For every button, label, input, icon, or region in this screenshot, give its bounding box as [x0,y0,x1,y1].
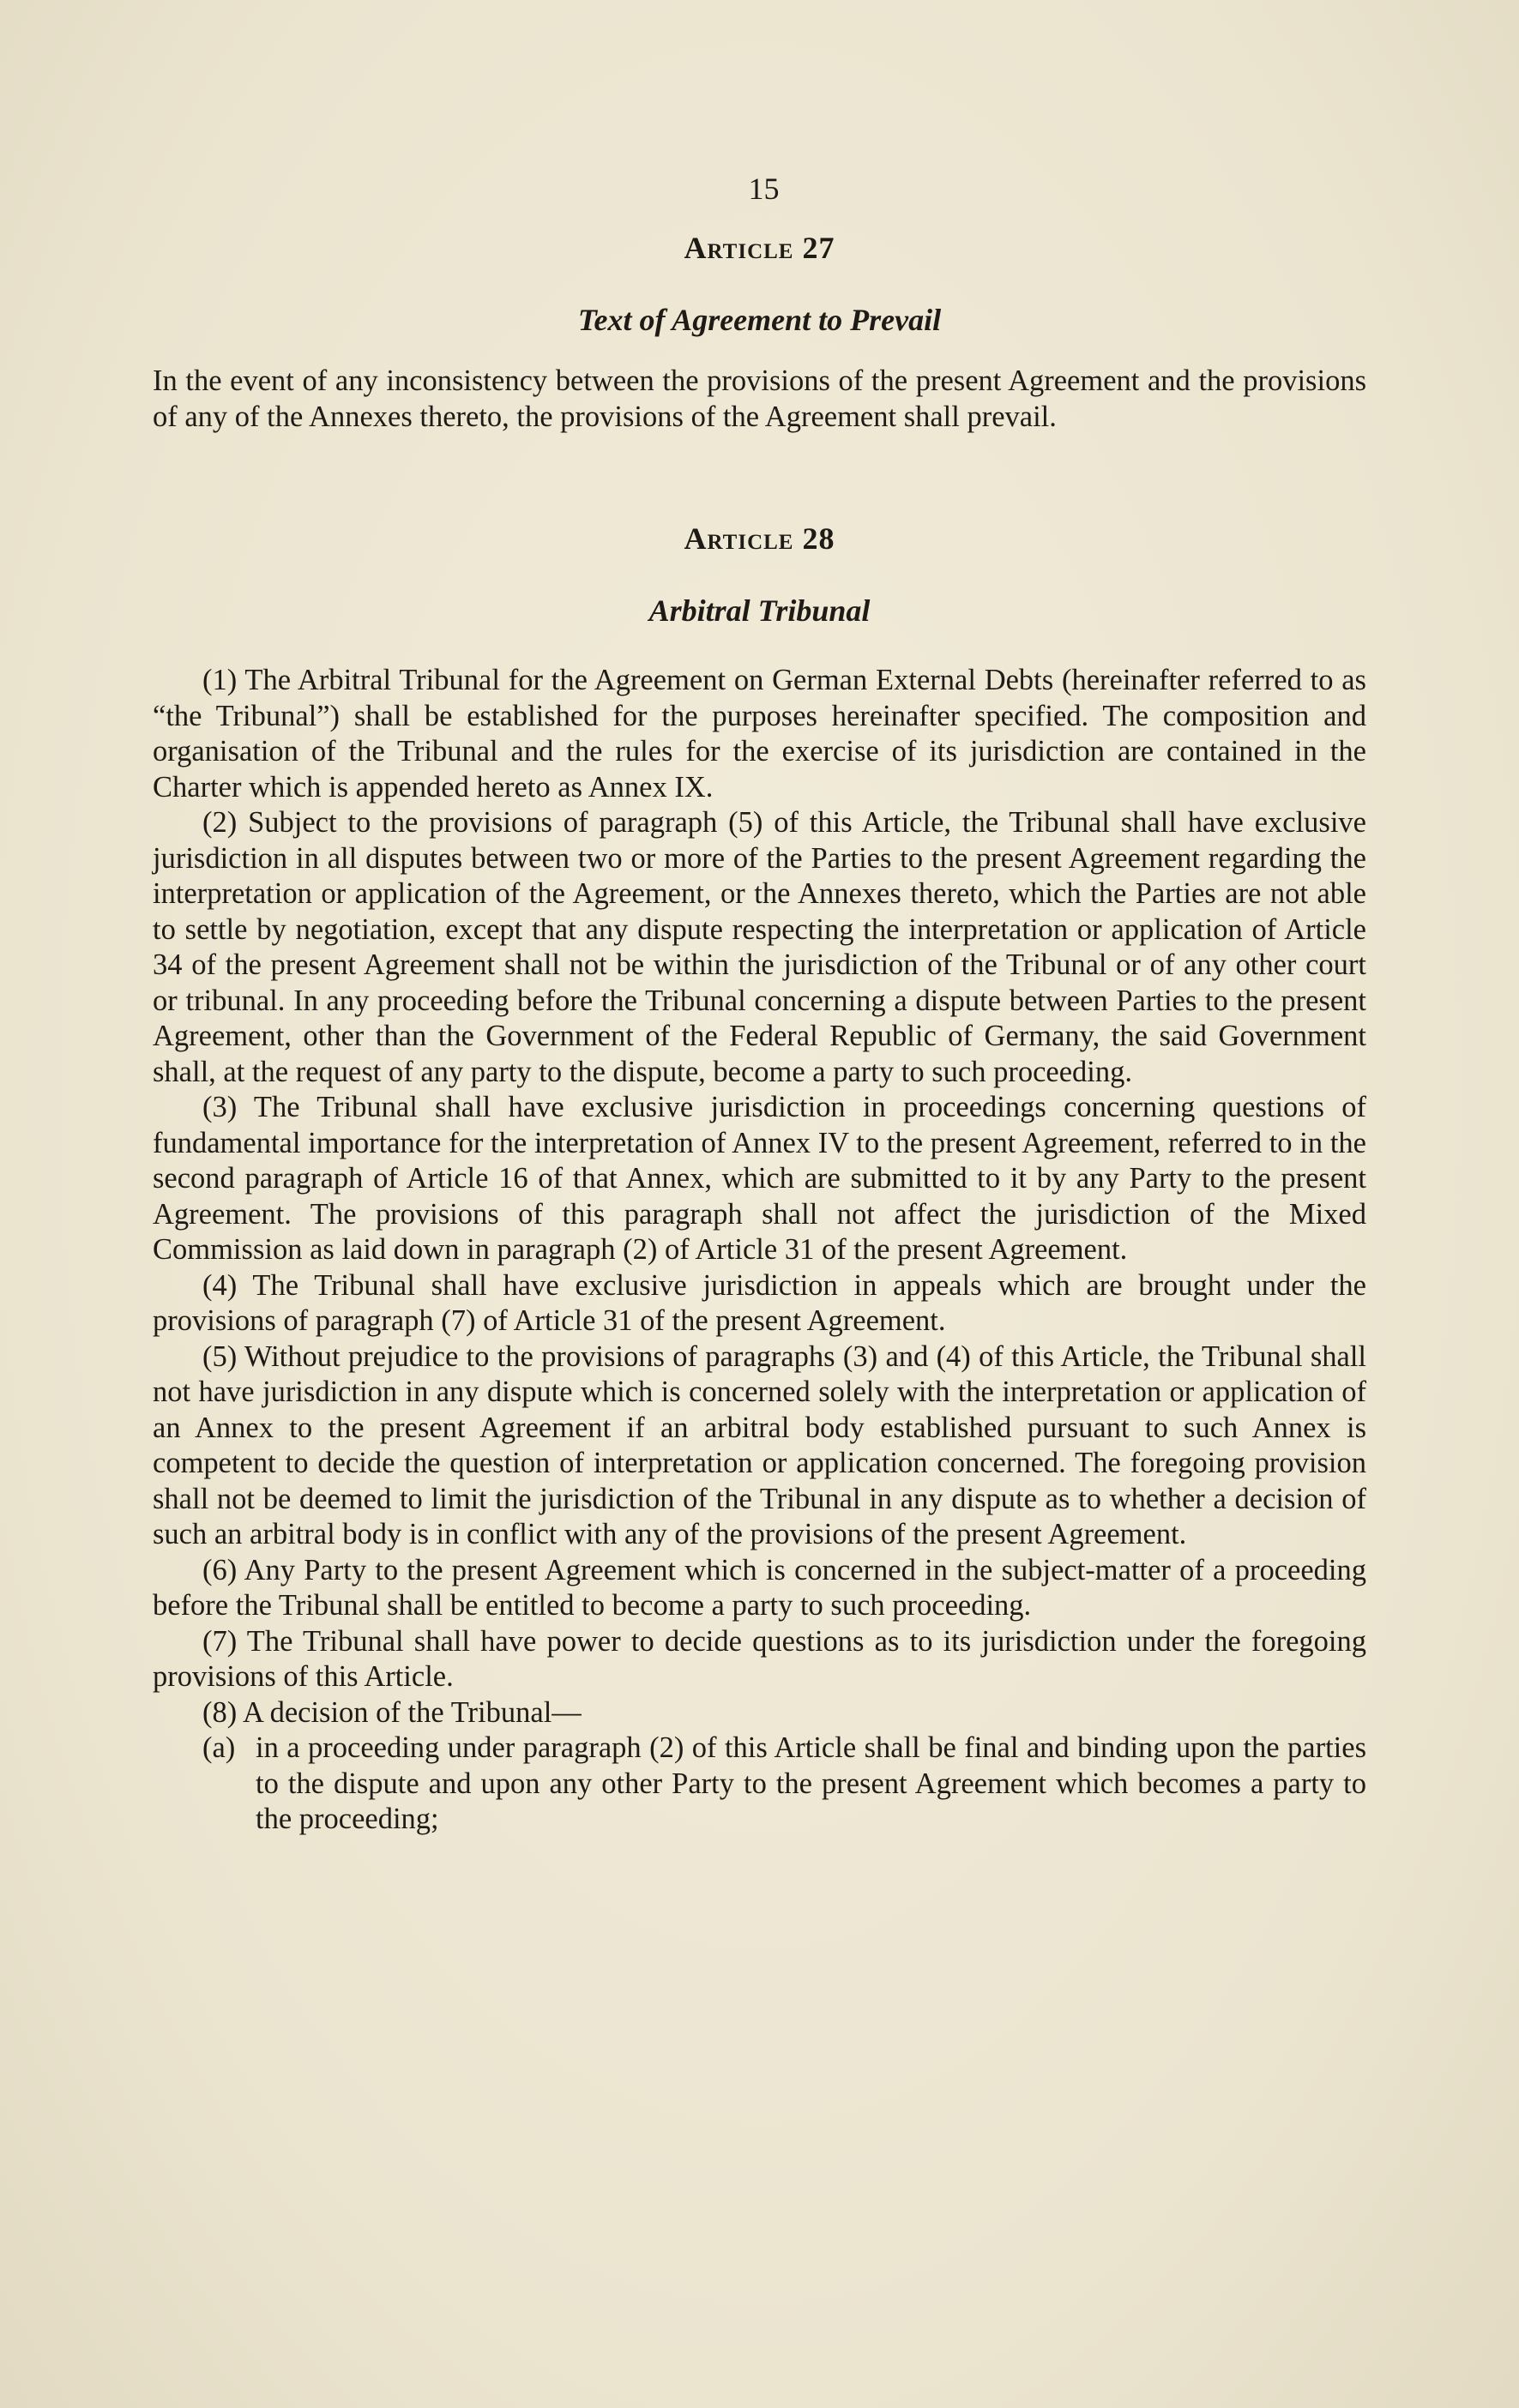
article-28-paragraph-7: (7) The Tribunal shall have power to decide questions as to its jurisdiction under the foregoing provisions of this Article. [153,1624,1366,1693]
article-28-paragraph-2: (2) Subject to the provisions of paragraph (5) of this Article, the Tribunal shall have exclusive jurisdiction in all disputes between two or more of the Parties to the present Agreement regarding the interpretation or application of the Agreement, or the Annexes thereto, which the Parties are not able to settle by negotiation, except that any dispute respecting the interpretation or application of Article 34 of the present Agreement shall not be within the jurisdiction of the Tribunal or of any other court or tribunal. In any proceeding before the Tribunal concerning a dispute between Parties to the present Agreement, other than the Government of the Federal Republic of Germany, the said Government shall, at the request of any party to the dispute, become a party to such proceeding. [153,806,1366,1088]
article-28 [153,521,1366,1838]
article-28-paragraph-5: (5) Without prejudice to the provisions of paragraphs (3) and (4) of this Article, the Tribunal shall not have jurisdiction in any dispute which is concerned solely with the interpretation or application of an Annex to the present Agreement if an arbitral body established pursuant to such Annex is competent to decide the question of interpretation or application concerned. The foregoing provision shall not be deemed to limit the jurisdiction of the Tribunal in any dispute as to whether a decision of such an arbitral body is in conflict with any of the provisions of the present Agreement. [153,1339,1366,1550]
article-27-subtitle: Text of Agreement to Prevail [577,303,942,337]
text-column [153,172,1366,1838]
article-28-paragraph-8: (8) A decision of the Tribunal— [202,1695,582,1729]
article-27-paragraph: In the event of any inconsistency between the provisions of the present Agreement and the provisions of any of the Annexes thereto, the provisions of the Agreement shall prevail. [153,364,1366,433]
article-28-heading: Article 28 [684,521,835,556]
article-28-paragraph-6: (6) Any Party to the present Agreement which is concerned in the subject-matter of a proceeding before the Tribunal shall be entitled to become a party to such proceeding. [153,1553,1366,1622]
article-28-sub-item-a [153,1731,1366,1838]
article-27 [153,230,1366,435]
sub-item-marker: (a) [202,1731,236,1764]
article-28-subtitle: Arbitral Tribunal [648,593,871,628]
article-27-heading: Article 27 [684,231,835,265]
article-28-paragraph-4: (4) The Tribunal shall have exclusive jurisdiction in appeals which are brought under the provisions of paragraph (7) of Article 31 of the present Agreement. [153,1268,1366,1337]
article-28-paragraph-3: (3) The Tribunal shall have exclusive jurisdiction in proceedings concerning questions of fundamental importance for the interpretation of Annex IV to the present Agreement, referred to in the second paragraph of Article 16 of that Annex, which are submitted to it by any Party to the present Agreement. The provisions of this paragraph shall not affect the jurisdiction of the Mixed Commission as laid down in paragraph (2) of Article 31 of the present Agreement. [153,1091,1366,1266]
article-28-paragraph-1: (1) The Arbitral Tribunal for the Agreement on German External Debts (hereinafter referred to as “the Tribunal”) shall be established for the purposes hereinafter specified. The composition and organisation of the Tribunal and the rules for the exercise of its jurisdiction are contained in the Charter which is appended hereto as Annex IX. [153,664,1366,804]
page-number: 15 [748,172,780,206]
sub-item-text: in a proceeding under paragraph (2) of this Article shall be final and binding upon the parties to the dispute and upon any other Party to the present Agreement which becomes a party to the proceeding; [256,1731,1366,1835]
